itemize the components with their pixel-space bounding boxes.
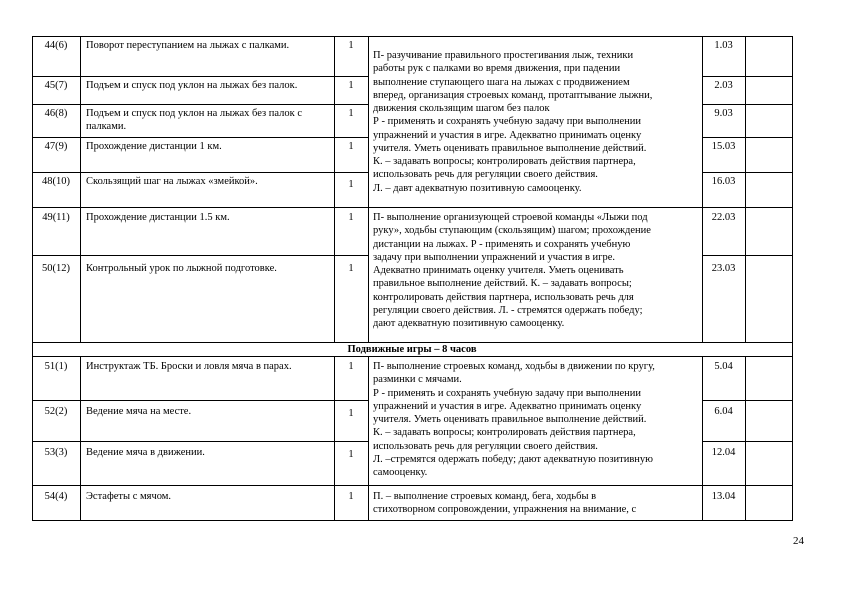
col-rule-3: [368, 36, 369, 342]
col-rule-1b: [80, 356, 81, 520]
col-rule-3b: [368, 356, 369, 520]
row-topic: Контрольный урок по лыжной подготовке.: [86, 263, 277, 274]
col-rule-5: [745, 36, 746, 342]
rule-row53-right: [702, 441, 792, 442]
rule-row46-left: [32, 104, 368, 105]
desc-line: Р - применять и сохранять учебную задачу при выполнении: [373, 387, 641, 399]
row-number: 44(6): [44, 40, 68, 51]
desc-line: дистанции на лыжах. Р - применять и сохранять учебную: [373, 238, 631, 250]
desc-line: П- выполнение организующей строевой команды «Лыжи под: [373, 212, 648, 223]
desc-line: вперед, организация строевых команд, протаптывание лыжни,: [373, 89, 653, 101]
row-date: 6.04: [714, 406, 733, 417]
row-number: 53(3): [44, 447, 68, 458]
rule-row48-left: [32, 172, 368, 173]
competencies-description: [373, 211, 698, 330]
row-topic: Ведение мяча в движении.: [86, 447, 205, 458]
desc-line: контролировать действия партнера, использовать речь для: [373, 291, 634, 303]
row-number: 51(1): [44, 361, 68, 372]
row-date: 13.04: [711, 491, 736, 502]
row-date: 2.03: [714, 80, 733, 91]
desc-line: использовать речь для регуляции своего действия.: [373, 169, 598, 181]
rule-row52-left: [32, 400, 368, 401]
rule-row48-right: [702, 172, 792, 173]
desc-line: самооценку.: [373, 467, 428, 478]
row-date: 15.03: [711, 141, 736, 152]
rule-row47-left: [32, 137, 368, 138]
row-hours: 1: [348, 179, 354, 190]
row-date: 22.03: [711, 212, 736, 223]
desc-line: дают адекватную позитивную самооценку.: [373, 318, 565, 329]
desc-line: движения скользящим шагом без палок: [373, 103, 550, 114]
rule-row53-left: [32, 441, 368, 442]
row-date: 5.04: [714, 361, 733, 372]
row-date: 1.03: [714, 40, 733, 51]
desc-line: использовать речь для регуляции своего действия.: [373, 440, 598, 452]
desc-line: П. – выполнение строевых команд, бега, ходьбы в: [373, 491, 597, 502]
desc-line: Р - применять и сохранять учебную задачу при выполнении: [373, 116, 641, 128]
desc-line: К. – задавать вопросы; контролировать действия партнера,: [373, 427, 636, 439]
row-topic: Ведение мяча на месте.: [86, 406, 192, 417]
row-date: 9.03: [714, 108, 733, 119]
desc-line: регуляции своего действия. Л. - стремятся одержать победу;: [373, 304, 643, 316]
row-topic: Инструктаж ТБ. Броски и ловля мяча в парах.: [86, 361, 292, 372]
row-topic: Эстафеты с мячом.: [86, 491, 172, 502]
row-date: 16.03: [711, 176, 736, 187]
rule-section-bottom: [32, 356, 792, 357]
row-hours: 1: [348, 263, 354, 274]
section-title: Подвижные игры – 8 часов: [347, 344, 477, 355]
desc-line: учителя. Уметь оценивать правильное выполнение действий.: [373, 414, 647, 425]
row-topic: Поворот переступанием на лыжах с палками.: [86, 40, 290, 51]
desc-line: работы рук с палками во время движения, при падении: [373, 63, 621, 75]
rule-bottom: [32, 520, 792, 521]
row-number: 47(9): [44, 141, 68, 152]
col-rule-1: [80, 36, 81, 342]
desc-line: выполнение ступающего шага на лыжах с продвижением: [373, 76, 630, 88]
row-hours: 1: [348, 108, 354, 119]
desc-line: Л. – давт адекватную позитивную самооценку.: [373, 182, 582, 194]
row-hours: 1: [348, 141, 354, 152]
competencies-description: [373, 360, 698, 479]
col-rule-5b: [745, 356, 746, 520]
rule-row54: [32, 485, 792, 486]
row-topic: Скользящий шаг на лыжах «змейкой».: [86, 176, 258, 187]
row-number: 45(7): [44, 80, 68, 91]
row-hours: 1: [348, 40, 354, 51]
page-number: 24: [793, 535, 804, 547]
rule-top: [32, 36, 792, 37]
desc-line: учителя. Уметь оценивать правильное выполнение действий.: [373, 142, 647, 154]
rule-row45-left: [32, 76, 368, 77]
row-topic: Подъем и спуск под уклон на лыжах без палок с палками.: [86, 108, 303, 132]
rule-row47-right: [702, 137, 792, 138]
row-hours: 1: [348, 408, 354, 419]
desc-line: Л. –стремятся одержать победу; дают адекватную позитивную: [373, 453, 653, 465]
rule-row50-right: [702, 255, 792, 256]
row-hours: 1: [348, 449, 354, 460]
row-number: 49(11): [42, 212, 70, 223]
row-topic: Прохождение дистанции 1 км.: [86, 141, 222, 152]
row-number: 46(8): [44, 108, 68, 119]
rule-row46-right: [702, 104, 792, 105]
row-topic: Прохождение дистанции 1.5 км.: [86, 212, 230, 223]
desc-line: упражнений и участия в игре. Адекватно принимать оценку: [373, 400, 642, 412]
row-date: 23.03: [711, 263, 736, 274]
rule-row52-right: [702, 400, 792, 401]
row-number: 52(2): [44, 406, 68, 417]
desc-line: К. – задавать вопросы; контролировать действия партнера,: [373, 156, 636, 167]
desc-line: П- разучивание правильного простегивания лыж, техники: [373, 50, 634, 61]
desc-line: Адекватно принимать оценку учителя. Уметь оценивать: [373, 265, 624, 276]
competencies-description: [373, 490, 698, 517]
desc-line: правильное выполнение действий. К. – задавать вопросы;: [373, 278, 632, 290]
row-number: 48(10): [42, 176, 70, 187]
desc-line: стихотворном сопровождении, упражнения на внимание, с: [373, 504, 637, 516]
desc-line: П- выполнение строевых команд, ходьбы в движении по кругу,: [373, 361, 655, 372]
desc-line: руку», ходьбы ступающим (скользящим) шагом; прохождение: [373, 225, 651, 237]
row-hours: 1: [348, 80, 354, 91]
rule-row50-left: [32, 255, 368, 256]
row-hours: 1: [348, 491, 354, 502]
row-number: 50(12): [42, 263, 70, 274]
rule-row49: [32, 207, 792, 208]
row-date: 12.04: [711, 447, 736, 458]
row-number: 54(4): [44, 491, 68, 502]
desc-line: задачу при выполнении упражнений и участия в игре.: [373, 251, 616, 263]
row-topic: Подъем и спуск под уклон на лыжах без палок.: [86, 80, 298, 91]
desc-line: разминки с мячами.: [373, 374, 462, 386]
col-rule-right: [792, 36, 793, 521]
desc-line: упражнений и участия в игре. Адекватно принимать оценку: [373, 129, 642, 141]
rule-row45-right: [702, 76, 792, 77]
row-hours: 1: [348, 361, 354, 372]
competencies-description: [373, 49, 698, 195]
row-hours: 1: [348, 212, 354, 223]
